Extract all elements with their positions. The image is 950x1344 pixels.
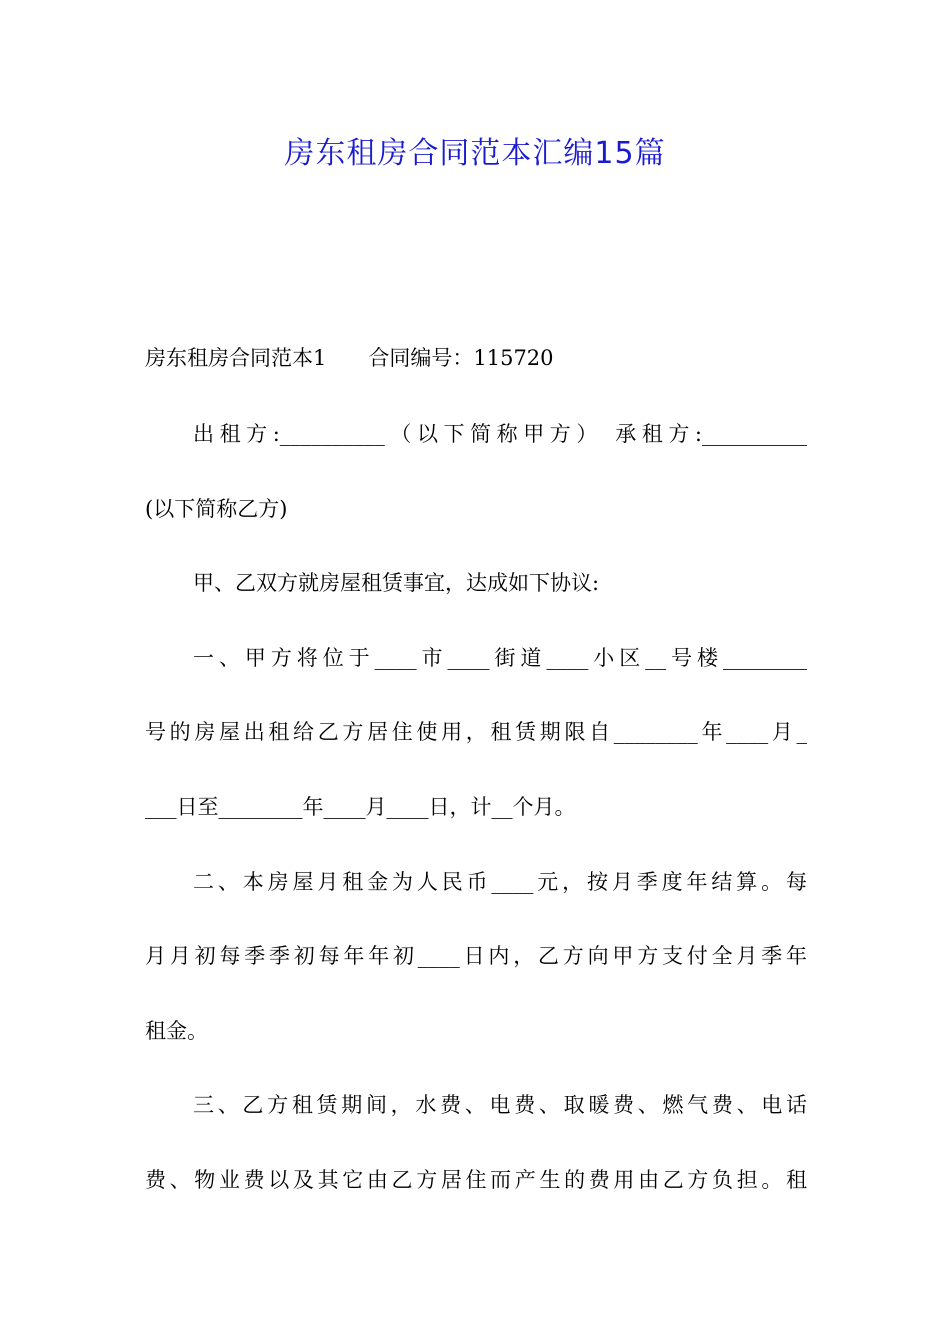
parties-continuation: (以下简称乙方) bbox=[145, 497, 288, 521]
clause-3-line-1: 三、乙方租赁期间，水费、电费、取暖费、燃气费、电话 bbox=[193, 1093, 807, 1117]
clause-2-line-2: 月月初每季季初每年年初____日内，乙方向甲方支付全月季年 bbox=[145, 944, 807, 968]
contract-heading-line: 房东租房合同范本1 合同编号：115720 bbox=[145, 346, 554, 370]
clause-1-line-1: 一、甲方将位于____市____街道____小区__号楼________ bbox=[193, 646, 807, 670]
document-title: 房东租房合同范本汇编15篇 bbox=[284, 136, 666, 171]
parties-line: 出租方:__________（以下简称甲方） 承租方:__________ bbox=[193, 422, 807, 446]
clause-3-line-2: 费、物业费以及其它由乙方居住而产生的费用由乙方负担。租 bbox=[145, 1168, 807, 1192]
clause-1-line-3: ___日至________年____月____日，计__个月。 bbox=[145, 795, 576, 819]
clause-2-line-3: 租金。 bbox=[145, 1019, 208, 1043]
clause-1-line-2: 号的房屋出租给乙方居住使用，租赁期限自________年____月_ bbox=[145, 720, 807, 744]
clause-2-line-1: 二、本房屋月租金为人民币____元，按月季度年结算。每 bbox=[193, 870, 807, 894]
agreement-intro: 甲、乙双方就房屋租赁事宜，达成如下协议: bbox=[193, 571, 600, 595]
